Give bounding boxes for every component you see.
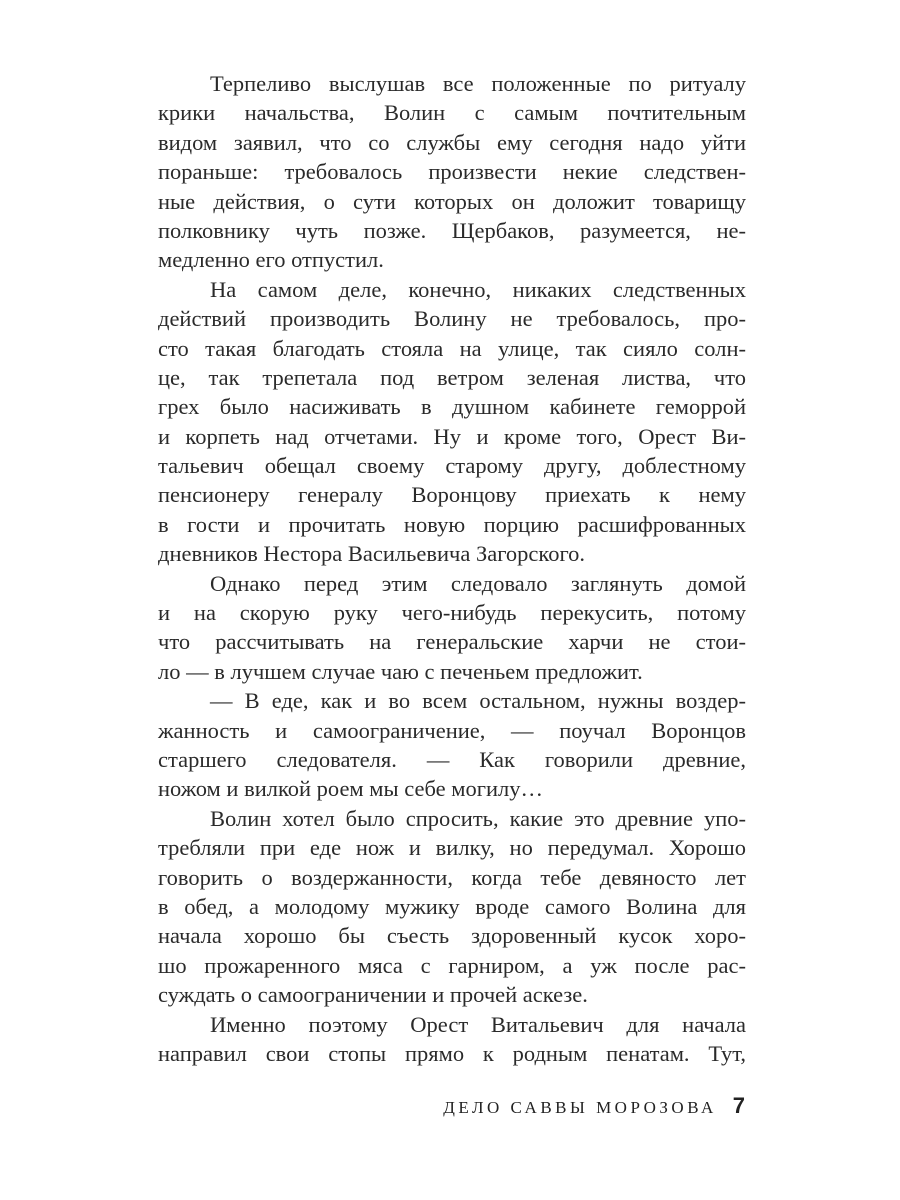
- text-line: что рассчитывать на генеральские харчи не стои-: [158, 629, 746, 655]
- text-line: пораньше: требовалось произвести некие следствен-: [158, 159, 746, 185]
- text-line: направил свои стопы прямо к родным пенатам. Тут,: [158, 1040, 746, 1066]
- text-line: и на скорую руку чего-нибудь перекусить, потому: [158, 600, 746, 626]
- text-line: тальевич обещал своему старому другу, доблестному: [158, 453, 746, 479]
- text-line: говорить о воздержанности, когда тебе девяносто лет: [158, 864, 746, 890]
- text-line: старшего следователя. — Как говорили древние,: [158, 746, 746, 772]
- text-line: в обед, а молодому мужику вроде самого Волина для: [158, 893, 746, 919]
- text-line: Терпеливо выслушав все положенные по ритуалу: [210, 71, 746, 96]
- text-line: пенсионеру генералу Воронцову приехать к нему: [158, 482, 746, 508]
- text-line: ные действия, о сути которых он доложит товарищу: [158, 188, 746, 214]
- text-line: це, так трепетала под ветром зеленая листва, что: [158, 364, 746, 390]
- page-footer: [443, 1093, 745, 1119]
- text-line: Однако перед этим следовало заглянуть домой: [210, 570, 746, 596]
- text-line: жанность и самоограничение, — поучал Воронцов: [158, 717, 746, 743]
- text-line: ножом и вилкой роем мы себе могилу…: [158, 776, 544, 802]
- text-line: действий производить Волину не требовалось, про-: [158, 306, 746, 332]
- text-line: грех было насиживать в душном кабинете геморрой: [158, 394, 746, 420]
- page-number: 7: [732, 1093, 745, 1118]
- text-line: медленно его отпустил.: [158, 247, 384, 273]
- text-line: шо прожаренного мяса с гарниром, а уж после рас-: [158, 952, 746, 978]
- text-line: сто такая благодать стояла на улице, так сияло солн-: [158, 335, 746, 361]
- text-line: — В еде, как и во всем остальном, нужны воздер-: [210, 688, 746, 714]
- text-line: крики начальства, Волин с самым почтительным: [158, 100, 746, 126]
- running-title: ДЕЛО САВВЫ МОРОЗОВА: [443, 1098, 717, 1117]
- text-line: На самом деле, конечно, никаких следственных: [210, 276, 746, 302]
- body-text: [158, 69, 746, 1068]
- text-line: начала хорошо бы съесть здоровенный кусок хоро-: [158, 923, 746, 949]
- text-line: дневников Нестора Васильевича Загорского.: [158, 541, 585, 567]
- text-line: суждать о самоограничении и прочей аскезе.: [158, 982, 588, 1008]
- text-line: видом заявил, что со службы ему сегодня надо уйти: [158, 129, 746, 155]
- text-line: и корпеть над отчетами. Ну и кроме того, Орест Ви-: [158, 423, 746, 449]
- text-line: Волин хотел было спросить, какие это древние упо-: [210, 805, 746, 831]
- text-line: полковнику чуть позже. Щербаков, разумеется, не-: [158, 217, 746, 243]
- text-line: ло — в лучшем случае чаю с печеньем предложит.: [158, 658, 643, 684]
- text-line: требляли при еде нож и вилку, но передумал. Хорошо: [158, 835, 746, 861]
- text-line: Именно поэтому Орест Витальевич для начала: [210, 1011, 746, 1037]
- text-line: в гости и прочитать новую порцию расшифрованных: [158, 511, 746, 537]
